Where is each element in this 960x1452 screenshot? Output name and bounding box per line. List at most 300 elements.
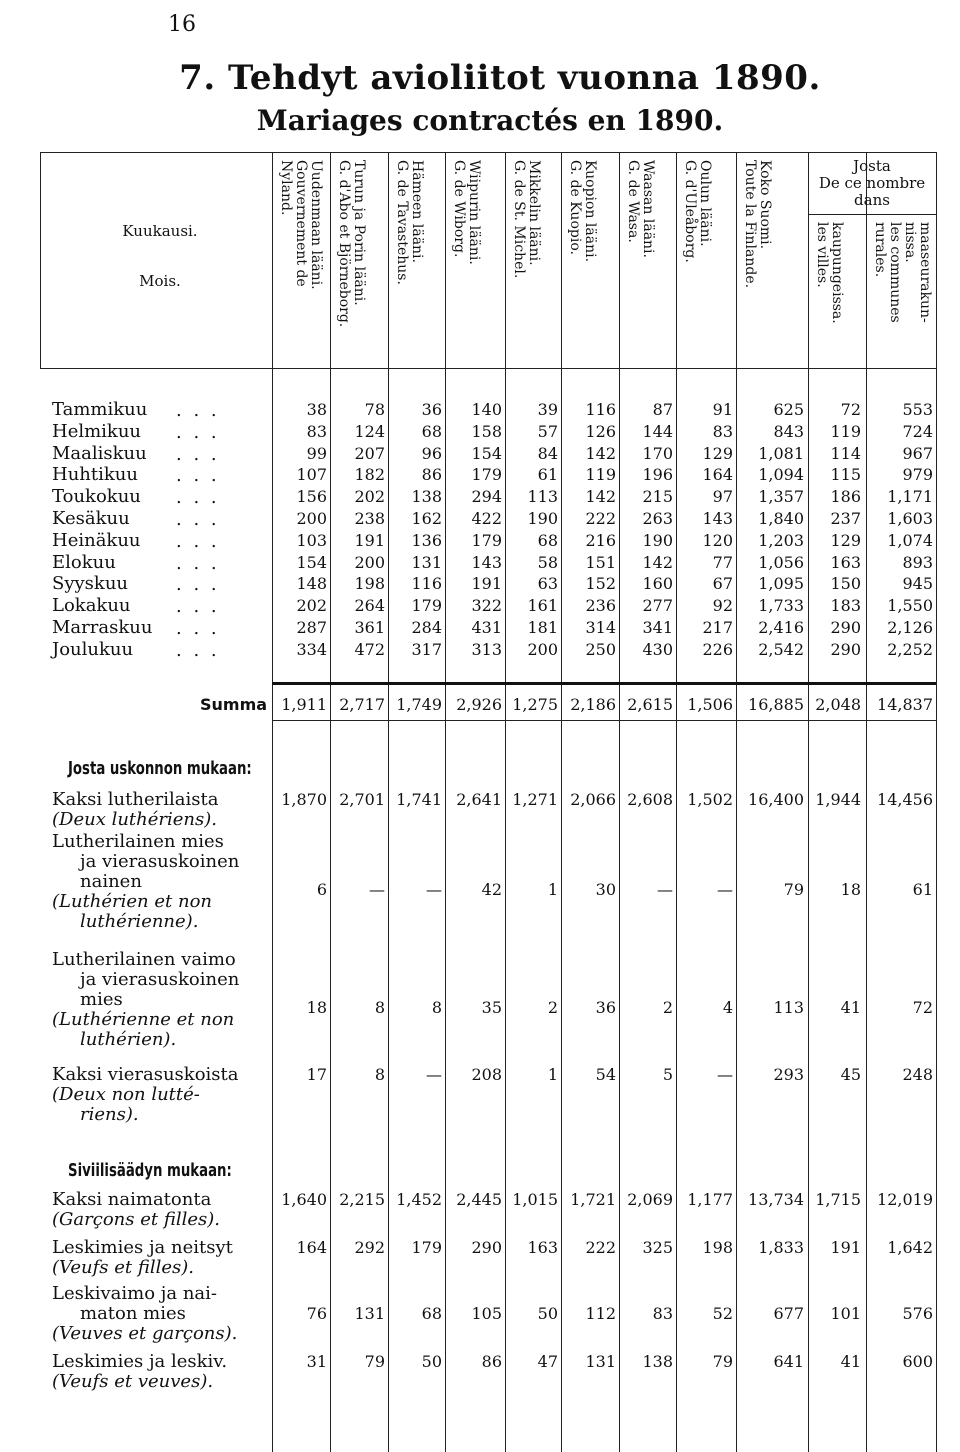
month-row-cell: 724: [902, 421, 933, 441]
section-row-cell: 79: [712, 1352, 733, 1371]
josta-header: Josta: [853, 157, 891, 175]
month-row-cell: 124: [354, 421, 385, 441]
month-label: Helmikuu: [52, 420, 142, 442]
month-row-cell: 1,056: [758, 552, 804, 572]
column-header-line: G. d'Uleåborg.: [682, 160, 698, 263]
month-label: Huhtikuu: [52, 464, 138, 486]
column-header-line: Oulun lääni.: [697, 160, 713, 247]
column-header: [872, 222, 932, 360]
month-label: Maaliskuu: [52, 442, 147, 464]
section-row-cell: 2,701: [339, 790, 385, 809]
column-header-line: Wiipurin lääni.: [466, 160, 482, 265]
month-row-cell: 77: [712, 552, 733, 572]
month-row-cell: 162: [411, 509, 442, 528]
column-header-line: G. de Wiborg.: [451, 160, 467, 258]
section-row-cell: 292: [354, 1238, 385, 1257]
month-row-cell: 119: [830, 421, 861, 441]
section-row-cell: 112: [585, 1304, 616, 1323]
section-row-cell: 105: [471, 1304, 502, 1323]
month-row-cell: 58: [537, 552, 558, 572]
section-row-cell: 16,400: [748, 790, 804, 809]
month-row-cell: 138: [411, 487, 442, 507]
summa-row-cell: 1,911: [281, 695, 327, 714]
section-title: Siviilisäädyn mukaan:: [68, 1160, 232, 1181]
section-row-cell: 61: [912, 880, 933, 899]
month-row-cell: 2,126: [887, 618, 933, 637]
month-row-cell: 1,357: [758, 487, 804, 507]
section-row-cell: 79: [783, 880, 804, 899]
section-row-cell: 1,642: [887, 1238, 933, 1257]
column-header-line: les villes.: [814, 222, 830, 288]
right-rule: [936, 152, 937, 1452]
section-row-cell: —: [426, 1065, 442, 1084]
month-row-cell: 129: [830, 530, 861, 550]
column-header-line: G. de Tavastehus.: [394, 160, 410, 285]
column-header: [394, 160, 424, 360]
section-row-cell: 208: [471, 1065, 502, 1084]
month-row-cell: 39: [537, 400, 558, 419]
row-label-fr: (Deux luthériens).: [52, 809, 217, 830]
month-row-cell: 1,603: [887, 509, 933, 528]
section-row-cell: 68: [421, 1304, 442, 1323]
header-bottom-rule: [40, 368, 936, 369]
leader-dots: . . .: [176, 639, 220, 661]
month-row-cell: 322: [471, 596, 502, 616]
leader-dots: . . .: [176, 618, 220, 639]
section-row-cell: 1,870: [281, 790, 327, 809]
month-label: Heinäkuu: [52, 529, 141, 551]
month-row-cell: 179: [411, 596, 442, 616]
month-row-cell: 216: [585, 530, 616, 550]
column-header-line: kaupungeissa.: [829, 222, 845, 324]
section-row-cell: 54: [595, 1065, 616, 1084]
section-row-cell: 2,641: [456, 790, 502, 809]
leader-dots: . . .: [176, 509, 220, 530]
section-row-cell: 138: [642, 1352, 673, 1371]
column-header-line: G. de Kuopio.: [567, 160, 583, 255]
month-row-cell: 215: [642, 487, 673, 507]
section-row-cell: 1,944: [815, 790, 861, 809]
month-row-cell: 72: [840, 400, 861, 419]
column-rule: [866, 152, 867, 1452]
section-row-cell: 18: [306, 998, 327, 1017]
month-row-cell: 154: [471, 443, 502, 463]
section-row-cell: 30: [595, 880, 616, 899]
month-row-cell: 843: [773, 421, 804, 441]
josta-header: De ce nombre: [818, 174, 926, 192]
month-row-cell: 126: [585, 421, 616, 441]
column-header: [451, 160, 481, 360]
month-row-cell: 114: [830, 443, 861, 463]
section-row-cell: 76: [306, 1304, 327, 1323]
row-label: Leskimies ja leskiv.: [52, 1351, 228, 1372]
month-row-cell: 893: [902, 552, 933, 572]
section-row-cell: 18: [840, 880, 861, 899]
section-row-cell: 101: [830, 1304, 861, 1323]
section-row-cell: 163: [527, 1238, 558, 1257]
row-label: ja vierasuskoinen: [80, 851, 240, 872]
month-row-cell: 99: [306, 443, 327, 463]
month-row-cell: 142: [585, 487, 616, 507]
leader-dots: . . .: [176, 487, 220, 509]
leader-dots: . . .: [176, 596, 220, 618]
month-row-cell: 152: [585, 574, 616, 594]
summa-row-cell: 2,926: [456, 695, 502, 714]
month-header-fi: Kuukausi.: [122, 222, 198, 240]
section-row-cell: 41: [840, 998, 861, 1017]
month-row-cell: 284: [411, 618, 442, 637]
month-row-cell: 226: [702, 639, 733, 659]
title-french: Mariages contractés en 1890.: [256, 104, 724, 137]
column-header-line: Hämeen lääni.: [409, 160, 425, 263]
section-row-cell: 12,019: [877, 1190, 933, 1209]
month-row-cell: 151: [585, 552, 616, 572]
section-row-cell: 2,445: [456, 1190, 502, 1209]
month-row-cell: 2,252: [887, 639, 933, 659]
summa-row-cell: 1,506: [687, 695, 733, 714]
section-row-cell: 72: [912, 998, 933, 1017]
column-header-line: nissa.: [902, 222, 918, 263]
leader-dots: . . .: [176, 400, 220, 421]
section-row-cell: 179: [411, 1238, 442, 1257]
column-header: [742, 160, 772, 360]
row-label: Lutherilainen vaimo: [52, 949, 236, 970]
month-row-cell: 236: [585, 596, 616, 616]
column-header-line: les communes: [887, 222, 903, 323]
row-label-fr: (Veufs et veuves).: [52, 1371, 214, 1392]
section-row-cell: 52: [712, 1304, 733, 1323]
month-row-cell: 207: [354, 443, 385, 463]
column-rule: [736, 152, 737, 1452]
column-header-line: G. d'Abo et Björneborg.: [336, 160, 352, 328]
month-row-cell: 92: [712, 596, 733, 616]
section-row-cell: 641: [773, 1352, 804, 1371]
month-row-cell: 120: [702, 530, 733, 550]
section-row-cell: 1: [547, 880, 558, 899]
month-row-cell: 1,081: [758, 443, 804, 463]
month-row-cell: 1,733: [758, 596, 804, 616]
section-row-cell: 86: [481, 1352, 502, 1371]
month-row-cell: 96: [421, 443, 442, 463]
section-row-cell: —: [426, 880, 442, 899]
month-row-cell: 967: [902, 443, 933, 463]
month-row-cell: 57: [537, 421, 558, 441]
month-row-cell: 314: [585, 618, 616, 637]
section-row-cell: 35: [481, 998, 502, 1017]
month-row-cell: 200: [527, 639, 558, 659]
month-row-cell: 87: [652, 400, 673, 419]
month-label: Elokuu: [52, 551, 116, 573]
section-row-cell: —: [717, 880, 733, 899]
month-row-cell: 68: [537, 530, 558, 550]
section-row-cell: 4: [722, 998, 733, 1017]
column-header: [682, 160, 712, 360]
month-row-cell: 196: [642, 465, 673, 485]
month-row-cell: 154: [296, 552, 327, 572]
section-row-cell: 42: [481, 880, 502, 899]
header-top-rule: [40, 152, 936, 153]
month-label: Lokakuu: [52, 595, 131, 617]
month-row-cell: 78: [364, 400, 385, 419]
column-header: [814, 222, 844, 360]
month-row-cell: 142: [642, 552, 673, 572]
summa-row-cell: 2,717: [339, 695, 385, 714]
section-row-cell: 1,177: [687, 1190, 733, 1209]
month-row-cell: 142: [585, 443, 616, 463]
section-row-cell: 8: [374, 1065, 385, 1084]
month-row-cell: 61: [537, 465, 558, 485]
column-header-line: maaseurakun-: [917, 222, 933, 323]
month-row-cell: 182: [354, 465, 385, 485]
month-row-cell: 979: [902, 465, 933, 485]
column-header-line: rurales.: [872, 222, 888, 278]
row-label: Kaksi vierasuskoista: [52, 1064, 239, 1085]
leader-dots: . . .: [176, 530, 220, 552]
month-row-cell: 198: [354, 574, 385, 594]
month-row-cell: 140: [471, 400, 502, 419]
month-row-cell: 190: [642, 530, 673, 550]
month-row-cell: 163: [830, 552, 861, 572]
row-label: Leskimies ja neitsyt: [52, 1237, 233, 1258]
section-row-cell: 8: [374, 998, 385, 1017]
section-row-cell: 191: [830, 1238, 861, 1257]
month-row-cell: 136: [411, 530, 442, 550]
month-row-cell: 107: [296, 465, 327, 485]
row-label-fr: (Veufs et filles).: [52, 1257, 194, 1278]
month-row-cell: 1,840: [758, 509, 804, 528]
month-row-cell: 83: [712, 421, 733, 441]
summa-label: Summa: [200, 695, 268, 714]
section-row-cell: 47: [537, 1352, 558, 1371]
summa-row-cell: 16,885: [748, 695, 804, 714]
row-label: Lutherilainen mies: [52, 831, 224, 852]
month-row-cell: 334: [296, 639, 327, 659]
month-row-cell: 238: [354, 509, 385, 528]
josta-header: dans: [854, 191, 890, 209]
month-row-cell: 287: [296, 618, 327, 637]
month-row-cell: 68: [421, 421, 442, 441]
month-row-cell: 264: [354, 596, 385, 616]
left-rule: [40, 152, 41, 368]
month-label: Kesäkuu: [52, 508, 130, 529]
month-row-cell: 200: [296, 509, 327, 528]
summa-row-cell: 14,837: [877, 695, 933, 714]
month-label: Toukokuu: [52, 486, 141, 508]
column-header-line: Nyland.: [278, 160, 294, 216]
column-header-line: Waasan lääni.: [640, 160, 656, 258]
month-row-cell: 217: [702, 618, 733, 637]
summa-row-cell: 2,048: [815, 695, 861, 714]
section-row-cell: 222: [585, 1238, 616, 1257]
leader-dots: . . .: [176, 465, 220, 487]
month-row-cell: 181: [527, 618, 558, 637]
section-row-cell: 13,734: [748, 1190, 804, 1209]
section-row-cell: 17: [306, 1065, 327, 1084]
section-row-cell: —: [717, 1065, 733, 1084]
month-row-cell: 1,094: [758, 465, 804, 485]
month-row-cell: 202: [354, 487, 385, 507]
month-row-cell: 222: [585, 509, 616, 528]
month-row-cell: 1,171: [887, 487, 933, 507]
section-row-cell: 5: [662, 1065, 673, 1084]
month-row-cell: 186: [830, 487, 861, 507]
month-row-cell: 164: [702, 465, 733, 485]
section-row-cell: 79: [364, 1352, 385, 1371]
month-row-cell: 317: [411, 639, 442, 659]
month-row-cell: 361: [354, 618, 385, 637]
summa-row-cell: 1,749: [396, 695, 442, 714]
month-row-cell: 263: [642, 509, 673, 528]
column-header-line: Kuopion lääni.: [582, 160, 598, 263]
row-label-fr: luthérien).: [80, 1029, 177, 1050]
section-row-cell: —: [369, 880, 385, 899]
leader-dots: . . .: [176, 443, 220, 465]
row-label: nainen: [80, 871, 142, 892]
section-row-cell: 290: [471, 1238, 502, 1257]
page-number: 16: [168, 12, 196, 37]
section-row-cell: 6: [316, 880, 327, 899]
section-title: Josta uskonnon mukaan:: [68, 758, 252, 779]
month-row-cell: 430: [642, 639, 673, 659]
section-row-cell: 31: [306, 1352, 327, 1371]
month-row-cell: 179: [471, 465, 502, 485]
month-row-cell: 200: [354, 552, 385, 572]
section-row-cell: 50: [537, 1304, 558, 1323]
section-row-cell: 41: [840, 1352, 861, 1371]
column-header: [625, 160, 655, 360]
section-row-cell: 325: [642, 1238, 673, 1257]
month-row-cell: 160: [642, 574, 673, 594]
month-row-cell: 1,203: [758, 530, 804, 550]
month-row-cell: 191: [354, 530, 385, 550]
section-row-cell: 2: [662, 998, 673, 1017]
column-header-line: G. de Wasa.: [625, 160, 641, 243]
row-label-fr: (Luthérienne et non: [52, 1009, 235, 1030]
month-row-cell: 161: [527, 596, 558, 616]
row-label: ja vierasuskoinen: [80, 969, 240, 990]
row-label-fr: riens).: [80, 1104, 139, 1125]
section-row-cell: 293: [773, 1065, 804, 1084]
section-row-cell: 677: [773, 1304, 804, 1323]
row-label: Kaksi naimatonta: [52, 1189, 212, 1210]
summa-row-cell: 1,275: [512, 695, 558, 714]
row-label-fr: (Deux non lutté-: [52, 1084, 200, 1105]
column-header-line: Koko Suomi.: [757, 160, 773, 250]
section-row-cell: 131: [585, 1352, 616, 1371]
column-header: [336, 160, 366, 360]
month-row-cell: 1,095: [758, 574, 804, 594]
month-row-cell: 250: [585, 639, 616, 659]
section-row-cell: 1,833: [758, 1238, 804, 1257]
summa-row-cell: 2,186: [570, 695, 616, 714]
column-header-line: Toute la Finlande.: [742, 160, 758, 289]
month-row-cell: 183: [830, 596, 861, 616]
row-label: mies: [80, 989, 123, 1010]
month-row-cell: 148: [296, 574, 327, 594]
josta-rule: [808, 214, 936, 215]
section-row-cell: 2,069: [627, 1190, 673, 1209]
month-row-cell: 97: [712, 487, 733, 507]
section-row-cell: 1,721: [570, 1190, 616, 1209]
month-label: Joulukuu: [52, 638, 134, 660]
month-row-cell: 341: [642, 618, 673, 637]
month-row-cell: 144: [642, 421, 673, 441]
section-row-cell: 1,452: [396, 1190, 442, 1209]
summa-bottom-rule: [272, 720, 936, 721]
month-row-cell: 150: [830, 574, 861, 594]
section-row-cell: 45: [840, 1065, 861, 1084]
section-row-cell: 576: [902, 1304, 933, 1323]
month-row-cell: 143: [702, 509, 733, 528]
month-row-cell: 472: [354, 639, 385, 659]
row-label-fr: (Veuves et garçons).: [52, 1323, 238, 1344]
leader-dots: . . .: [176, 421, 220, 443]
month-row-cell: 129: [702, 443, 733, 463]
month-row-cell: 290: [830, 639, 861, 659]
month-row-cell: 945: [902, 574, 933, 594]
month-row-cell: 119: [585, 465, 616, 485]
month-row-cell: 431: [471, 618, 502, 637]
month-row-cell: 202: [296, 596, 327, 616]
month-row-cell: 63: [537, 574, 558, 594]
column-header: [511, 160, 541, 360]
section-row-cell: 1,502: [687, 790, 733, 809]
leader-dots: . . .: [176, 574, 220, 596]
month-row-cell: 158: [471, 421, 502, 441]
section-row-cell: 113: [773, 998, 804, 1017]
section-row-cell: 198: [702, 1238, 733, 1257]
month-label: Marraskuu: [52, 617, 153, 638]
summa-rule: [272, 682, 936, 685]
title-finnish: 7. Tehdyt avioliitot vuonna 1890.: [179, 58, 821, 98]
month-row-cell: 179: [471, 530, 502, 550]
row-label-fr: (Luthérien et non: [52, 891, 213, 912]
column-header-line: Mikkelin lääni.: [526, 160, 542, 266]
month-row-cell: 422: [471, 509, 502, 528]
month-header-fr: Mois.: [139, 272, 181, 290]
section-row-cell: 2,066: [570, 790, 616, 809]
row-label: Kaksi lutherilaista: [52, 789, 219, 810]
month-row-cell: 116: [411, 574, 442, 594]
section-row-cell: 1,271: [512, 790, 558, 809]
section-row-cell: 600: [902, 1352, 933, 1371]
column-header-line: G. de St. Michel.: [511, 160, 527, 279]
row-label: Leskivaimo ja nai-: [52, 1283, 217, 1304]
section-row-cell: 131: [354, 1304, 385, 1323]
month-row-cell: 290: [830, 618, 861, 637]
month-row-cell: 86: [421, 465, 442, 485]
month-row-cell: 2,542: [758, 639, 804, 659]
section-row-cell: 36: [595, 998, 616, 1017]
month-row-cell: 115: [830, 465, 861, 485]
month-row-cell: 294: [471, 487, 502, 507]
month-row-cell: 191: [471, 574, 502, 594]
section-row-cell: 83: [652, 1304, 673, 1323]
section-row-cell: 1: [547, 1065, 558, 1084]
section-row-cell: 164: [296, 1238, 327, 1257]
month-row-cell: 2,416: [758, 618, 804, 637]
month-row-cell: 313: [471, 639, 502, 659]
section-row-cell: 8: [431, 998, 442, 1017]
section-row-cell: 1,741: [396, 790, 442, 809]
month-row-cell: 38: [306, 400, 327, 419]
month-label: Syyskuu: [52, 573, 128, 595]
column-header: [567, 160, 597, 360]
month-row-cell: 237: [830, 509, 861, 528]
month-row-cell: 553: [902, 400, 933, 419]
month-row-cell: 84: [537, 443, 558, 463]
month-row-cell: 103: [296, 530, 327, 550]
